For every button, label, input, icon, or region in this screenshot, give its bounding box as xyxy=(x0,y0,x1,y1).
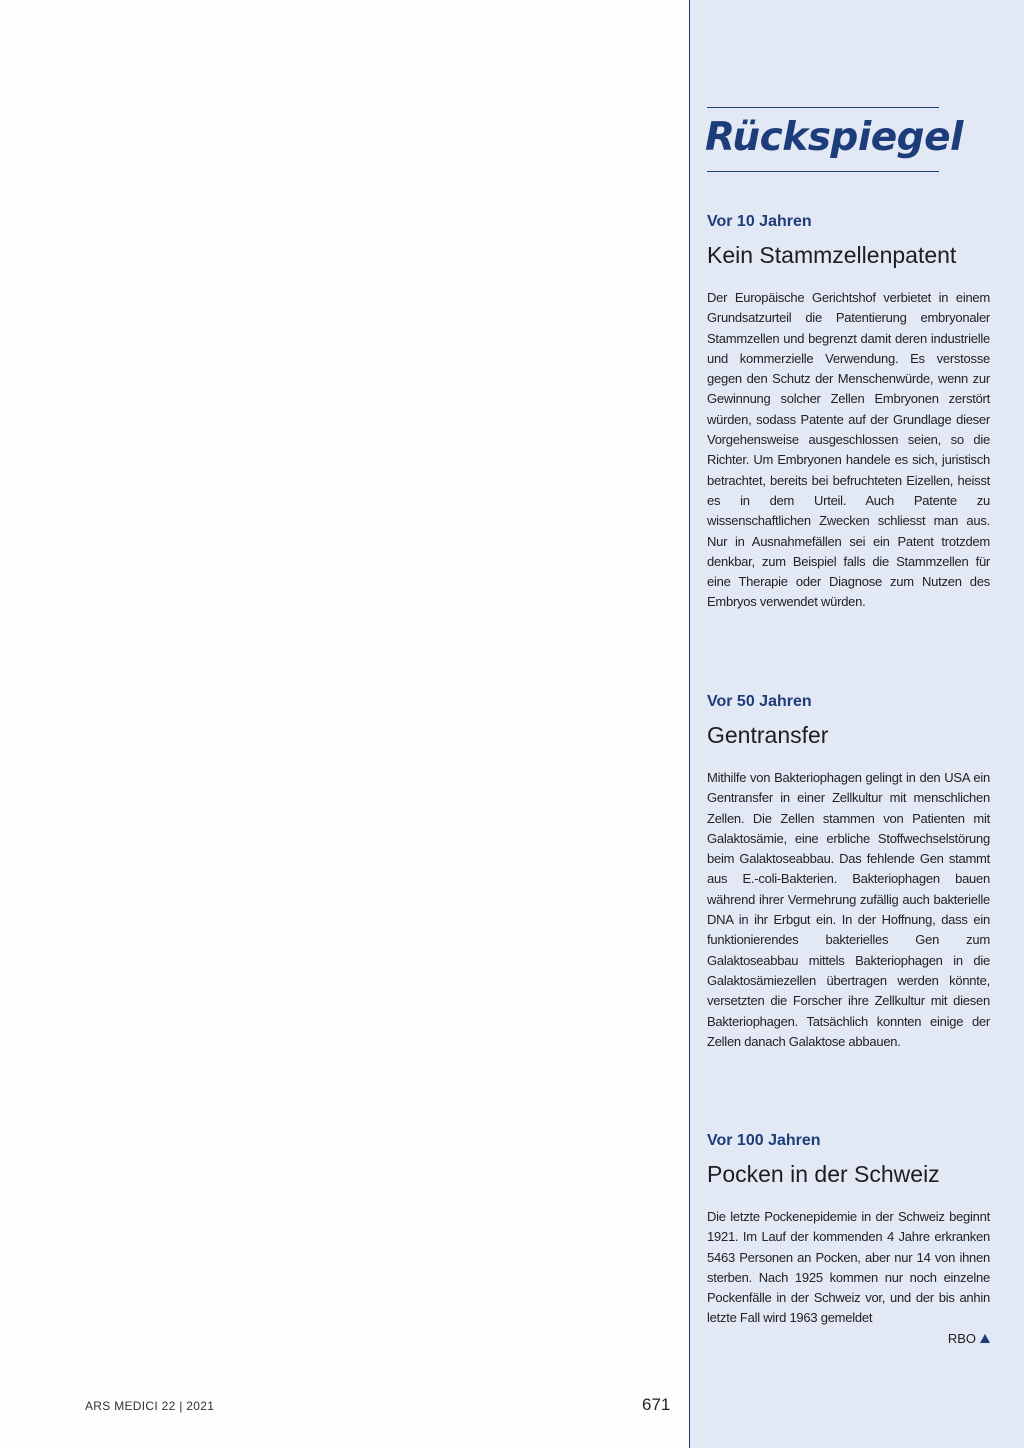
title-rule-bottom xyxy=(707,171,939,172)
end-triangle-icon xyxy=(980,1334,990,1343)
section-body: Die letzte Pockenepidemie in der Schweiz beginnt 1921. Im Lauf der kommenden 4 Jahre erkranken 5463 Personen an Pocken, aber nur 14 von ihnen sterben. Nach 1925 kommen nur noch einzelne Pockenfälle in der Schweiz vor, und der bis anhin letzte Fall wird 1963 gemeldet xyxy=(707,1209,990,1326)
section-50-years xyxy=(707,692,990,1052)
page-number: 671 xyxy=(642,1395,671,1414)
author-signature xyxy=(707,1329,990,1349)
section-body: Der Europäische Gerichtshof verbietet in einem Grundsatzurteil die Patentierung embryonaler Stammzellen und begrenzt damit deren industrielle und kommerzielle Verwendung. Es verstosse gegen den Schutz der Menschenwürde, wenn zur Gewinnung solcher Zellen Embryonen zerstört würden, sodass Patente auf der Grundlage dieser Vorgehensweise ausgeschlossen seien, so die Richter. Um Embryonen handele es sich, juristisch betrachtet, bereits bei befruchteten Eizellen, heisst es in dem Urteil. Auch Patente zu wissenschaftlichen Zwecken schliesst man aus. Nur in Ausnahmefällen sei ein Patent trotzdem denkbar, zum Beispiel falls die Stammzellen für eine Therapie oder Diagnose zum Nutzen des Embryos verwendet würden. xyxy=(707,290,990,610)
journal-footer: ARS MEDICI 22 | 2021 xyxy=(85,1399,215,1413)
section-body: Mithilfe von Bakteriophagen gelingt in den USA ein Gentransfer in einer Zellkultur mit menschlichen Zellen. Die Zellen stammen von Patienten mit Galaktosämie, eine erbliche Stoffwechselstörung beim Galaktoseabbau. Das fehlende Gen stammt aus E.-coli-Bakterien. Bakteriophagen bauen während ihrer Vermehrung zufällig auch bakterielle DNA in ihr Erbgut ein. In der Hoffnung, dass ein funktionierendes bakterielles Gen zum Galaktoseabbau mittels Bakteriophagen in die Galaktosämiezellen übertragen werden könnte, versetzten die Forscher ihre Zellkultur mit diesen Bakteriophagen. Tatsächlich konnten einige der Zellen danach Galaktose abbauen. xyxy=(707,770,990,1049)
sidebar-title: Rückspiegel xyxy=(705,115,963,160)
title-rule-top xyxy=(707,107,939,108)
section-kicker: Vor 100 Jahren xyxy=(707,1132,821,1149)
section-100-years xyxy=(707,1131,990,1349)
section-headline: Pocken in der Schweiz xyxy=(707,1161,940,1187)
section-headline: Gentransfer xyxy=(707,722,829,748)
section-kicker: Vor 50 Jahren xyxy=(707,693,812,710)
section-10-years xyxy=(707,212,990,613)
section-kicker: Vor 10 Jahren xyxy=(707,213,812,230)
section-headline: Kein Stammzellenpatent xyxy=(707,242,957,268)
author-initials: RBO xyxy=(947,1330,976,1346)
